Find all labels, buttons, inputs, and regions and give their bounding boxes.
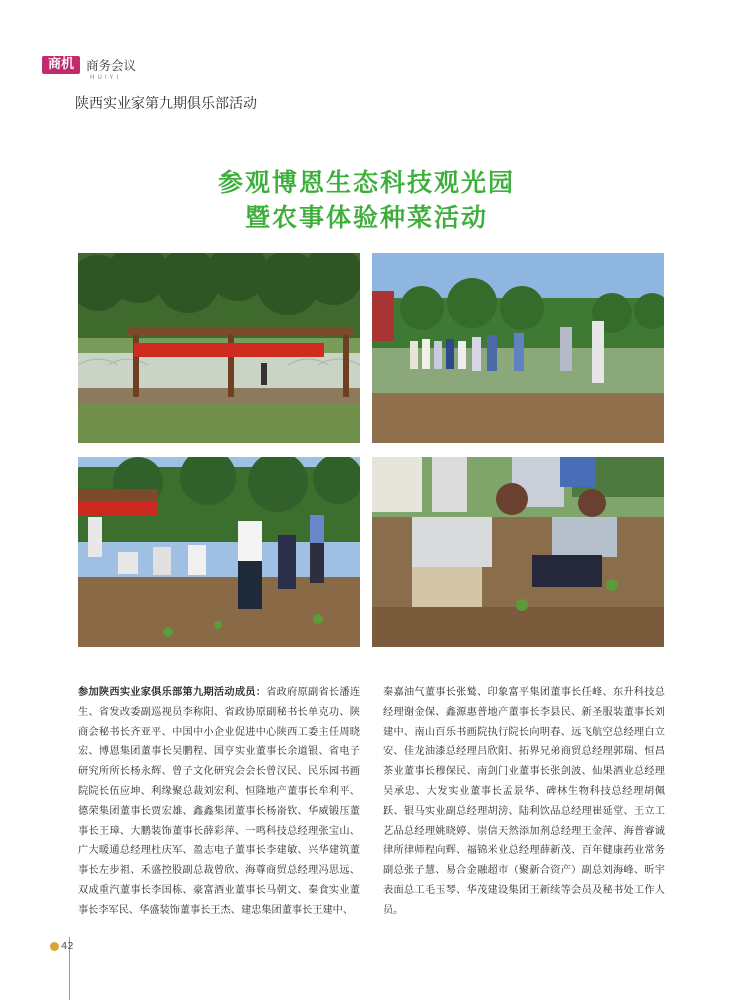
member-list-left: [78, 683, 360, 921]
page-number: [50, 941, 74, 952]
page-marker-icon: [50, 942, 59, 951]
photo-pergola-banner: [78, 253, 360, 443]
section-tag: 商机: [42, 56, 80, 74]
section-sub: HUIYI: [90, 74, 122, 81]
page-number-text: 42: [61, 941, 74, 952]
photo-two-men-planting: [372, 457, 664, 647]
headline-line-2: 暨农事体验种菜活动: [244, 203, 488, 232]
member-list-left-text: 省政府原副省长潘连生、省发改委副巡视员李称阳、省政协原副秘书长单克功、陕商会秘书长齐亚平、中国中小企业促进中心陕西工委主任周晓宏、博恩集团董事长吴鹏程、国亨实业董事长余道银、省电子研究所所长杨永辉、曾子文化研究会会长曾汉民、民乐园书画院院长伍应坤、利缘聚总裁刘宏利、恒隆地产董事长牟利平、德荣集团董事长贾宏雄、鑫鑫集团董事长杨嵛钦、华威锻压董事长王璋、大鹏装饰董事长薛彩萍、一鸣科技总经理张宝山、广大暖通总经理杜庆军、盈志电子董事长李建敏、兴华建筑董事长左步祖、禾盛控股副总裁曾欣、海尊商贸总经理冯思远、双成重汽董事长李国栋、豪富酒业董事长马朝文、秦食实业董事长李军民、华盛装饰董事长王杰、建忠集团董事长王建中、: [78, 687, 361, 916]
series-title: 陕西实业家第九期俱乐部活动: [75, 96, 257, 112]
photo-group-planting: [78, 457, 360, 647]
member-list-lead: 参加陕西实业家俱乐部第九期活动成员：: [78, 687, 267, 698]
member-list-right: 秦嘉油气董事长张鹫、印象富平集团董事长任峰、东升科技总经理谢金保、鑫源惠普地产董事长李县民、新圣服装董事长刘建中、南山百乐书画院执行院长向明春、远飞航空总经理白立安、佳龙油漆总经理吕欣阳、拓界兄弟商贸总经理郭瑞、恒昌茶业董事长穆保民、南剑门业董事长张剑波、仙果酒业总经理吴承忠、大发实业董事长孟景华、碑林生物科技总经理胡佩跃、银马实业副总经理胡滂、陆利饮品总经理崔延堂、王立工艺品总经理姚晓婷、崇信天然添加剂总经理王金萍、海普睿诚律所律师程向辉、福锦米业总经理薛新茂、百年健康药业常务副总张子慧、易合金融超市（聚新合资产）副总刘海峰、昕宇表面总工毛玉琴、华茂建设集团王新续等会员及秘书处工作人员。: [383, 687, 665, 916]
headline-line-1: 参观博恩生态科技观光园: [217, 168, 515, 197]
photo-group-standing-field: [372, 253, 664, 443]
section-header: [42, 56, 136, 74]
section-name: 商务会议: [86, 58, 137, 73]
